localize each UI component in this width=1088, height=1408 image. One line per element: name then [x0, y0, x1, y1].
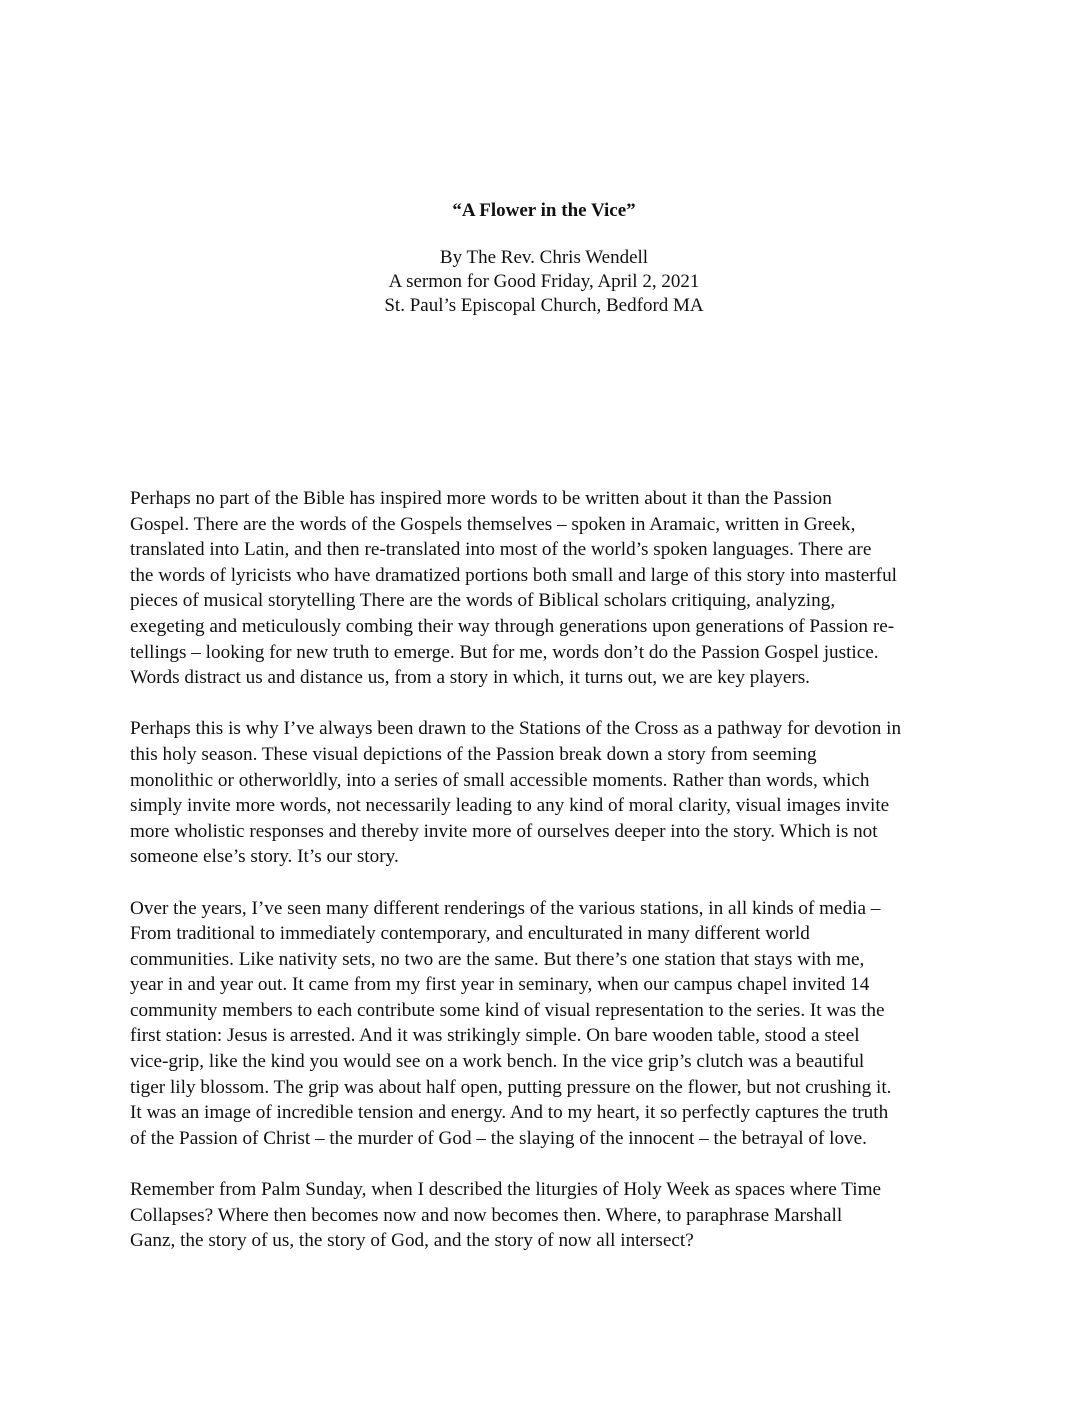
- text-line: the words of lyricists who have dramatized portions both small and large of this story into masterful: [130, 564, 897, 586]
- text-line: tiger lily blossom. The grip was about half open, putting pressure on the flower, but not crushing it.: [130, 1076, 892, 1098]
- text-line: more wholistic responses and thereby invite more of ourselves deeper into the story. Which is not: [130, 820, 878, 842]
- paragraph-2: [130, 716, 962, 870]
- byline: [0, 246, 1088, 318]
- sermon-body: [130, 486, 962, 1279]
- paragraph-1: [130, 486, 962, 691]
- text-line: of the Passion of Christ – the murder of God – the slaying of the innocent – the betrayal of love.: [130, 1127, 867, 1149]
- text-line: first station: Jesus is arrested. And it was strikingly simple. On bare wooden table, stood a steel: [130, 1025, 860, 1047]
- text-line: tellings – looking for new truth to emerge. But for me, words don’t do the Passion Gospel justice.: [130, 641, 879, 663]
- text-line: exegeting and meticulously combing their way through generations upon generations of Passion re-: [130, 615, 895, 637]
- occasion-line: A sermon for Good Friday, April 2, 2021: [388, 271, 700, 292]
- text-line: community members to each contribute some kind of visual representation to the series. It was the: [130, 999, 885, 1021]
- text-line: simply invite more words, not necessarily leading to any kind of moral clarity, visual images invite: [130, 795, 890, 817]
- text-line: pieces of musical storytelling There are the words of Biblical scholars critiquing, analyzing,: [130, 590, 836, 612]
- text-line: vice-grip, like the kind you would see on a work bench. In the vice grip’s clutch was a beautiful: [130, 1051, 865, 1073]
- location-line: St. Paul’s Episcopal Church, Bedford MA: [384, 295, 704, 316]
- sermon-title: “A Flower in the Vice”: [452, 200, 636, 221]
- text-line: monolithic or otherworldly, into a series of small accessible moments. Rather than words, which: [130, 769, 870, 791]
- text-line: Words distract us and distance us, from a story in which, it turns out, we are key players.: [130, 667, 810, 689]
- author-line: By The Rev. Chris Wendell: [439, 247, 649, 268]
- text-line: Over the years, I’ve seen many different renderings of the various stations, in all kinds of media –: [130, 897, 881, 919]
- text-line: Collapses? Where then becomes now and now becomes then. Where, to paraphrase Marshall: [130, 1204, 843, 1226]
- text-line: From traditional to immediately contemporary, and enculturated in many different world: [130, 923, 810, 945]
- text-line: translated into Latin, and then re-translated into most of the world’s spoken languages. There are: [130, 539, 872, 561]
- text-line: It was an image of incredible tension and energy. And to my heart, it so perfectly captures the truth: [130, 1102, 889, 1124]
- text-line: someone else’s story. It’s our story.: [130, 846, 399, 868]
- paragraph-3: [130, 896, 962, 1152]
- text-line: Perhaps no part of the Bible has inspired more words to be written about it than the Passion: [130, 488, 832, 509]
- text-line: this holy season. These visual depictions of the Passion break down a story from seeming: [130, 743, 817, 765]
- text-line: communities. Like nativity sets, no two are the same. But there’s one station that stays with me,: [130, 948, 865, 970]
- text-line: Remember from Palm Sunday, when I described the liturgies of Holy Week as spaces where Time: [130, 1179, 882, 1201]
- text-line: year in and year out. It came from my first year in seminary, when our campus chapel invited 14: [130, 974, 870, 996]
- text-line: Gospel. There are the words of the Gospels themselves – spoken in Aramaic, written in Greek,: [130, 513, 856, 535]
- paragraph-4: [130, 1177, 962, 1254]
- text-line: Ganz, the story of us, the story of God, and the story of now all intersect?: [130, 1230, 694, 1252]
- text-line: Perhaps this is why I’ve always been drawn to the Stations of the Cross as a pathway for devotion in: [130, 718, 902, 740]
